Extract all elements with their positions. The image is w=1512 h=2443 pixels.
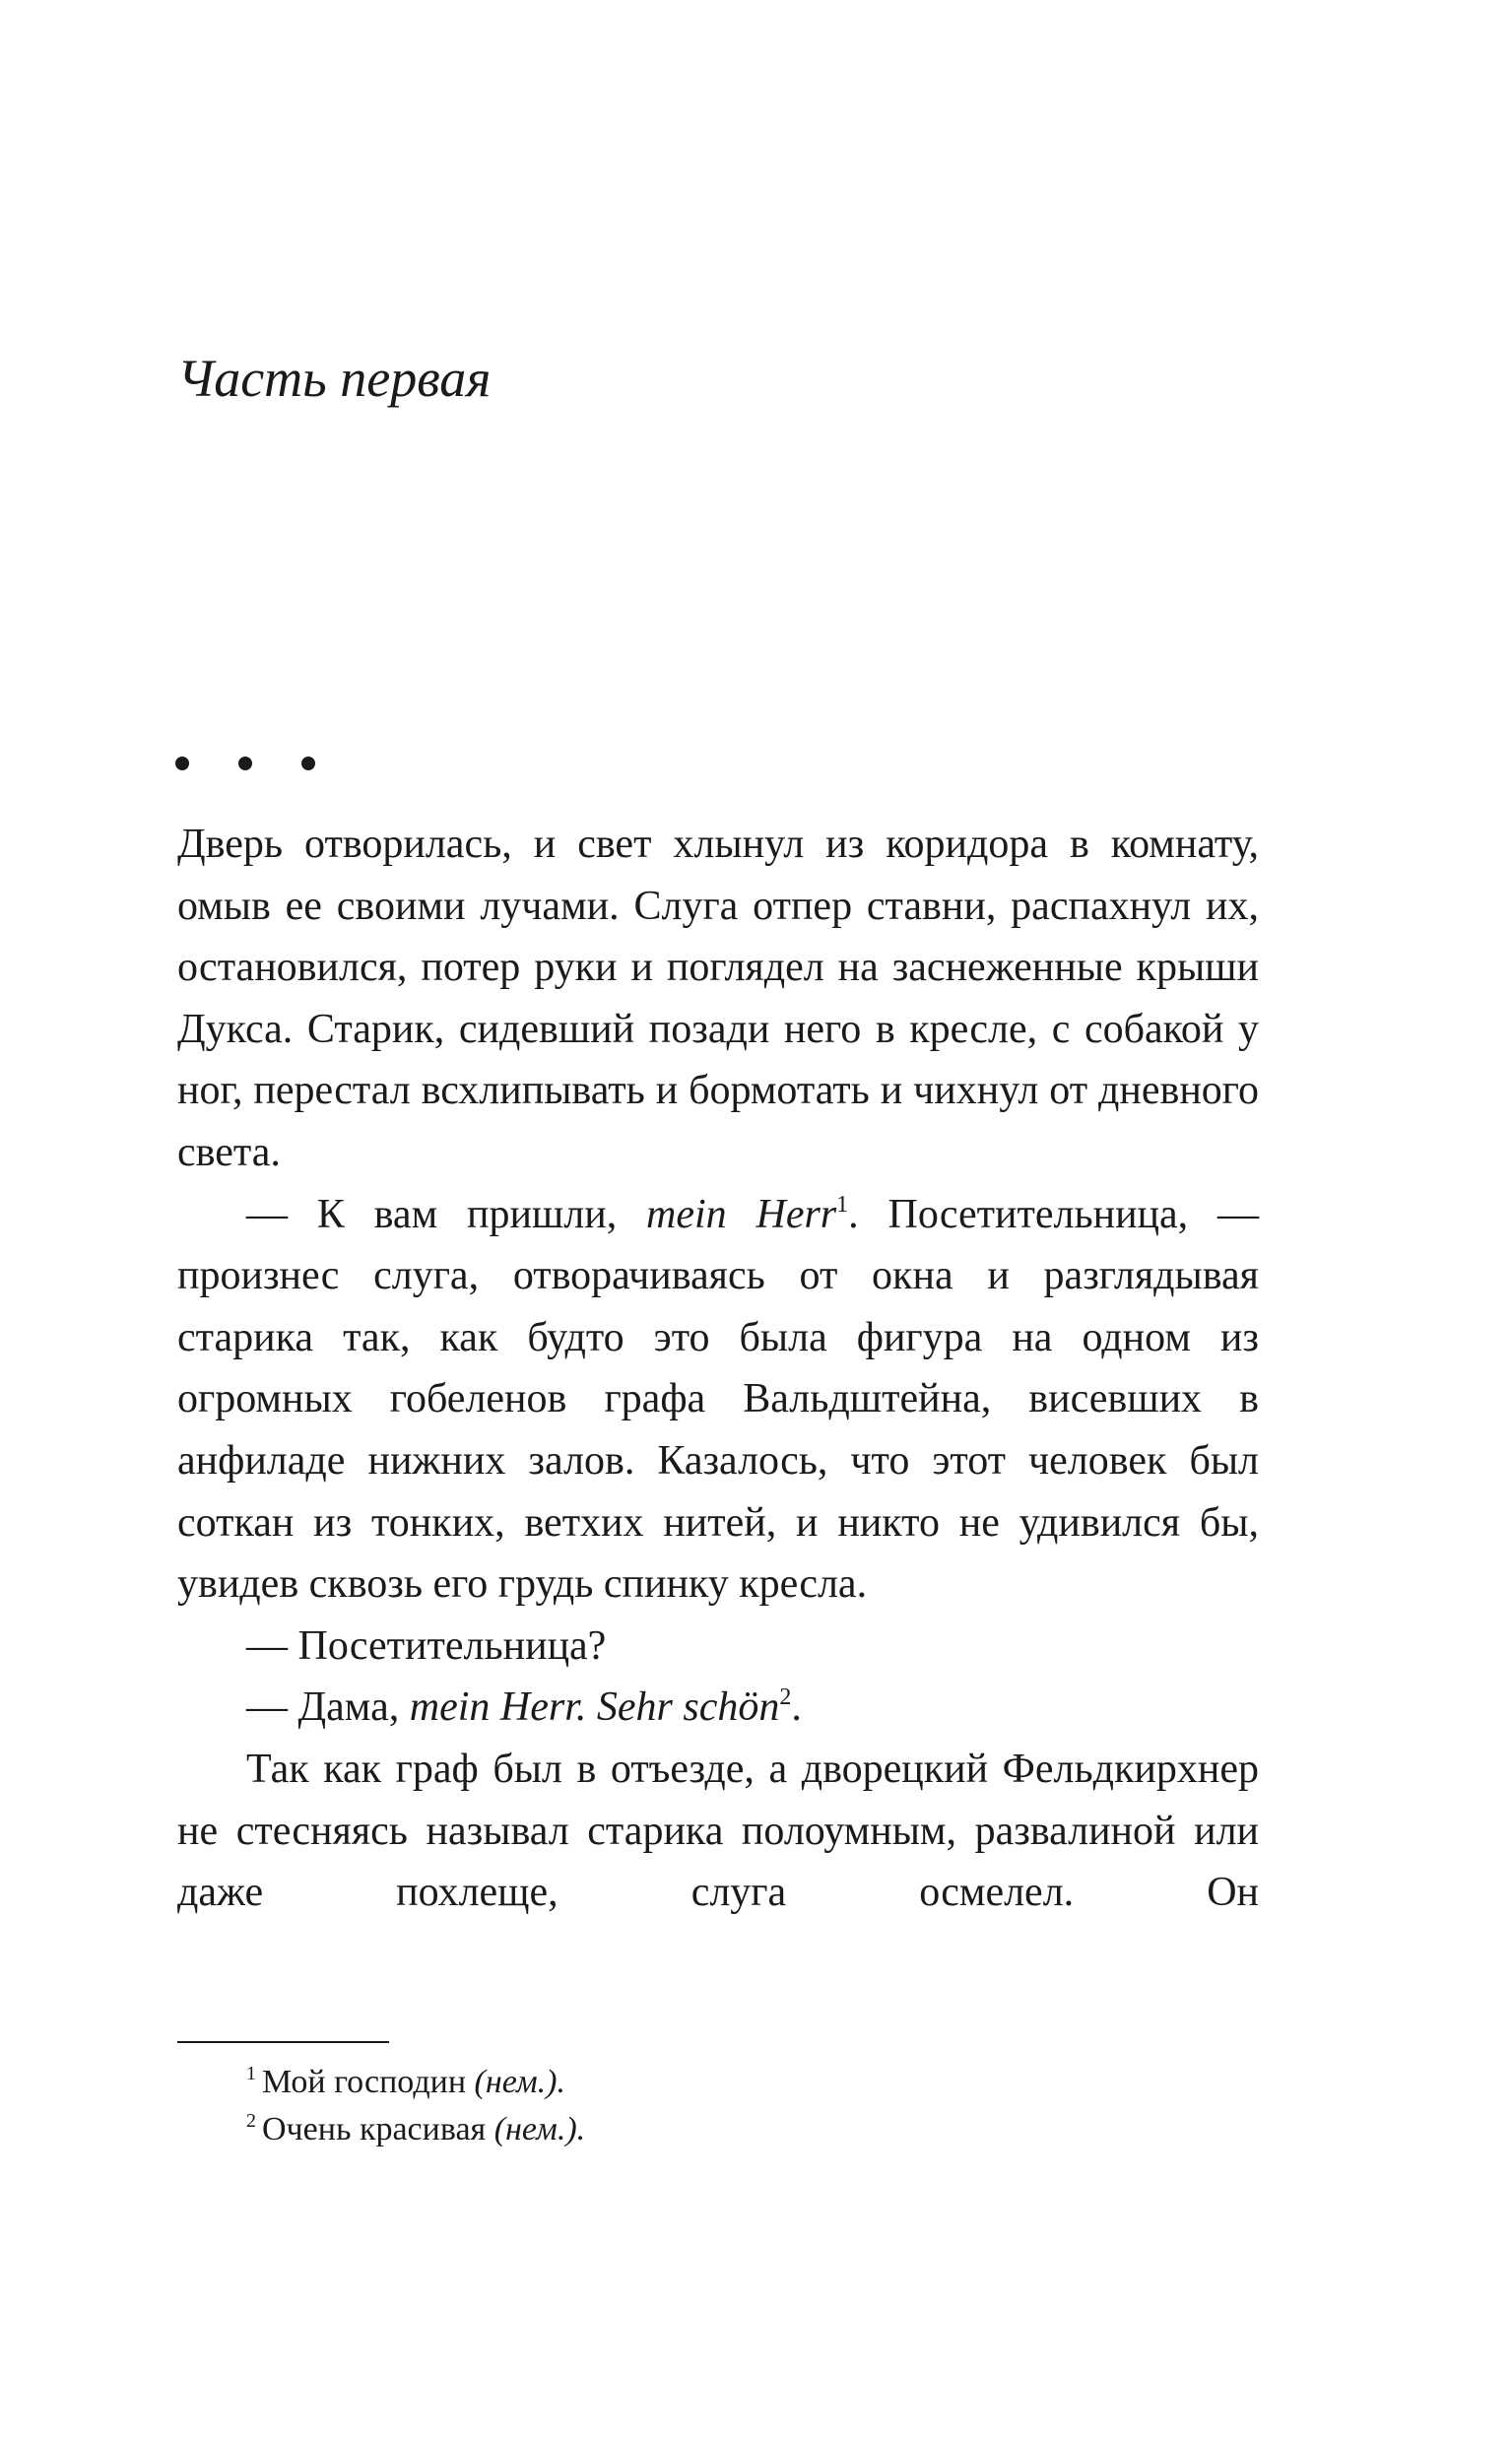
footnote-text: Очень красивая <box>262 2111 494 2147</box>
footnote-language-note: (нем.). <box>474 2064 565 2100</box>
part-title: Часть первая <box>177 349 492 408</box>
footnote-divider <box>177 2041 389 2043</box>
footnote-ref-2[interactable]: 2 <box>779 1684 792 1711</box>
paragraph-4-start: — Дама, <box>246 1684 410 1731</box>
paragraph-2 <box>177 1184 1259 1616</box>
ornament-dot-icon <box>301 757 315 770</box>
footnotes <box>246 2059 585 2153</box>
footnote-text: Мой господин <box>262 2064 475 2100</box>
section-ornament <box>175 749 315 778</box>
footnote-2 <box>246 2106 585 2153</box>
paragraph-1: Дверь отворилась, и свет хлынул из коридора в комнату, омыв ее своими лучами. Слуга отпер ставни, распахнул их, остановился, потер руки и поглядел на заснеженные крыши Дукса. Старик, сидевший позади него в кресле, с собакой у ног, перестал всхлипывать и бормотать и чихнул от дневного света. <box>177 822 1259 1175</box>
footnote-language-note: (нем.). <box>493 2111 586 2147</box>
paragraph-4-rest: . <box>791 1684 802 1731</box>
ornament-dot-icon <box>238 757 252 770</box>
footnote-marker: 2 <box>246 2110 256 2132</box>
footnote-1 <box>246 2059 585 2106</box>
body-text <box>177 814 1259 1924</box>
paragraph-4 <box>177 1677 1259 1739</box>
foreign-phrase: mein Herr. Sehr schön <box>409 1684 780 1731</box>
foreign-phrase: mein Herr <box>646 1191 837 1237</box>
paragraph-2-rest: . Посетительница, — произнес слуга, отворачиваясь от окна и разглядывая старика так, как будто это была фигура на одном из огромных гобеленов графа Вальдштейна, висевших в анфиладе нижних залов. Казалось, что этот человек был соткан из тонких, ветхих нитей, и никто не удивился бы, увидев сквозь его грудь спинку кресла. <box>177 1191 1259 1608</box>
paragraph-3: — Посетительница? <box>246 1622 607 1669</box>
ornament-dot-icon <box>175 757 189 770</box>
footnote-marker: 1 <box>246 2063 256 2084</box>
footnote-ref-1[interactable]: 1 <box>836 1191 849 1218</box>
paragraph-2-start: — К вам пришли, <box>246 1191 647 1237</box>
paragraph-5: Так как граф был в отъезде, а дворецкий Фельдкирхнер не стесняясь называл старика полоумным, развалиной или даже похлеще, слуга осмелел. Он <box>177 1746 1259 1916</box>
